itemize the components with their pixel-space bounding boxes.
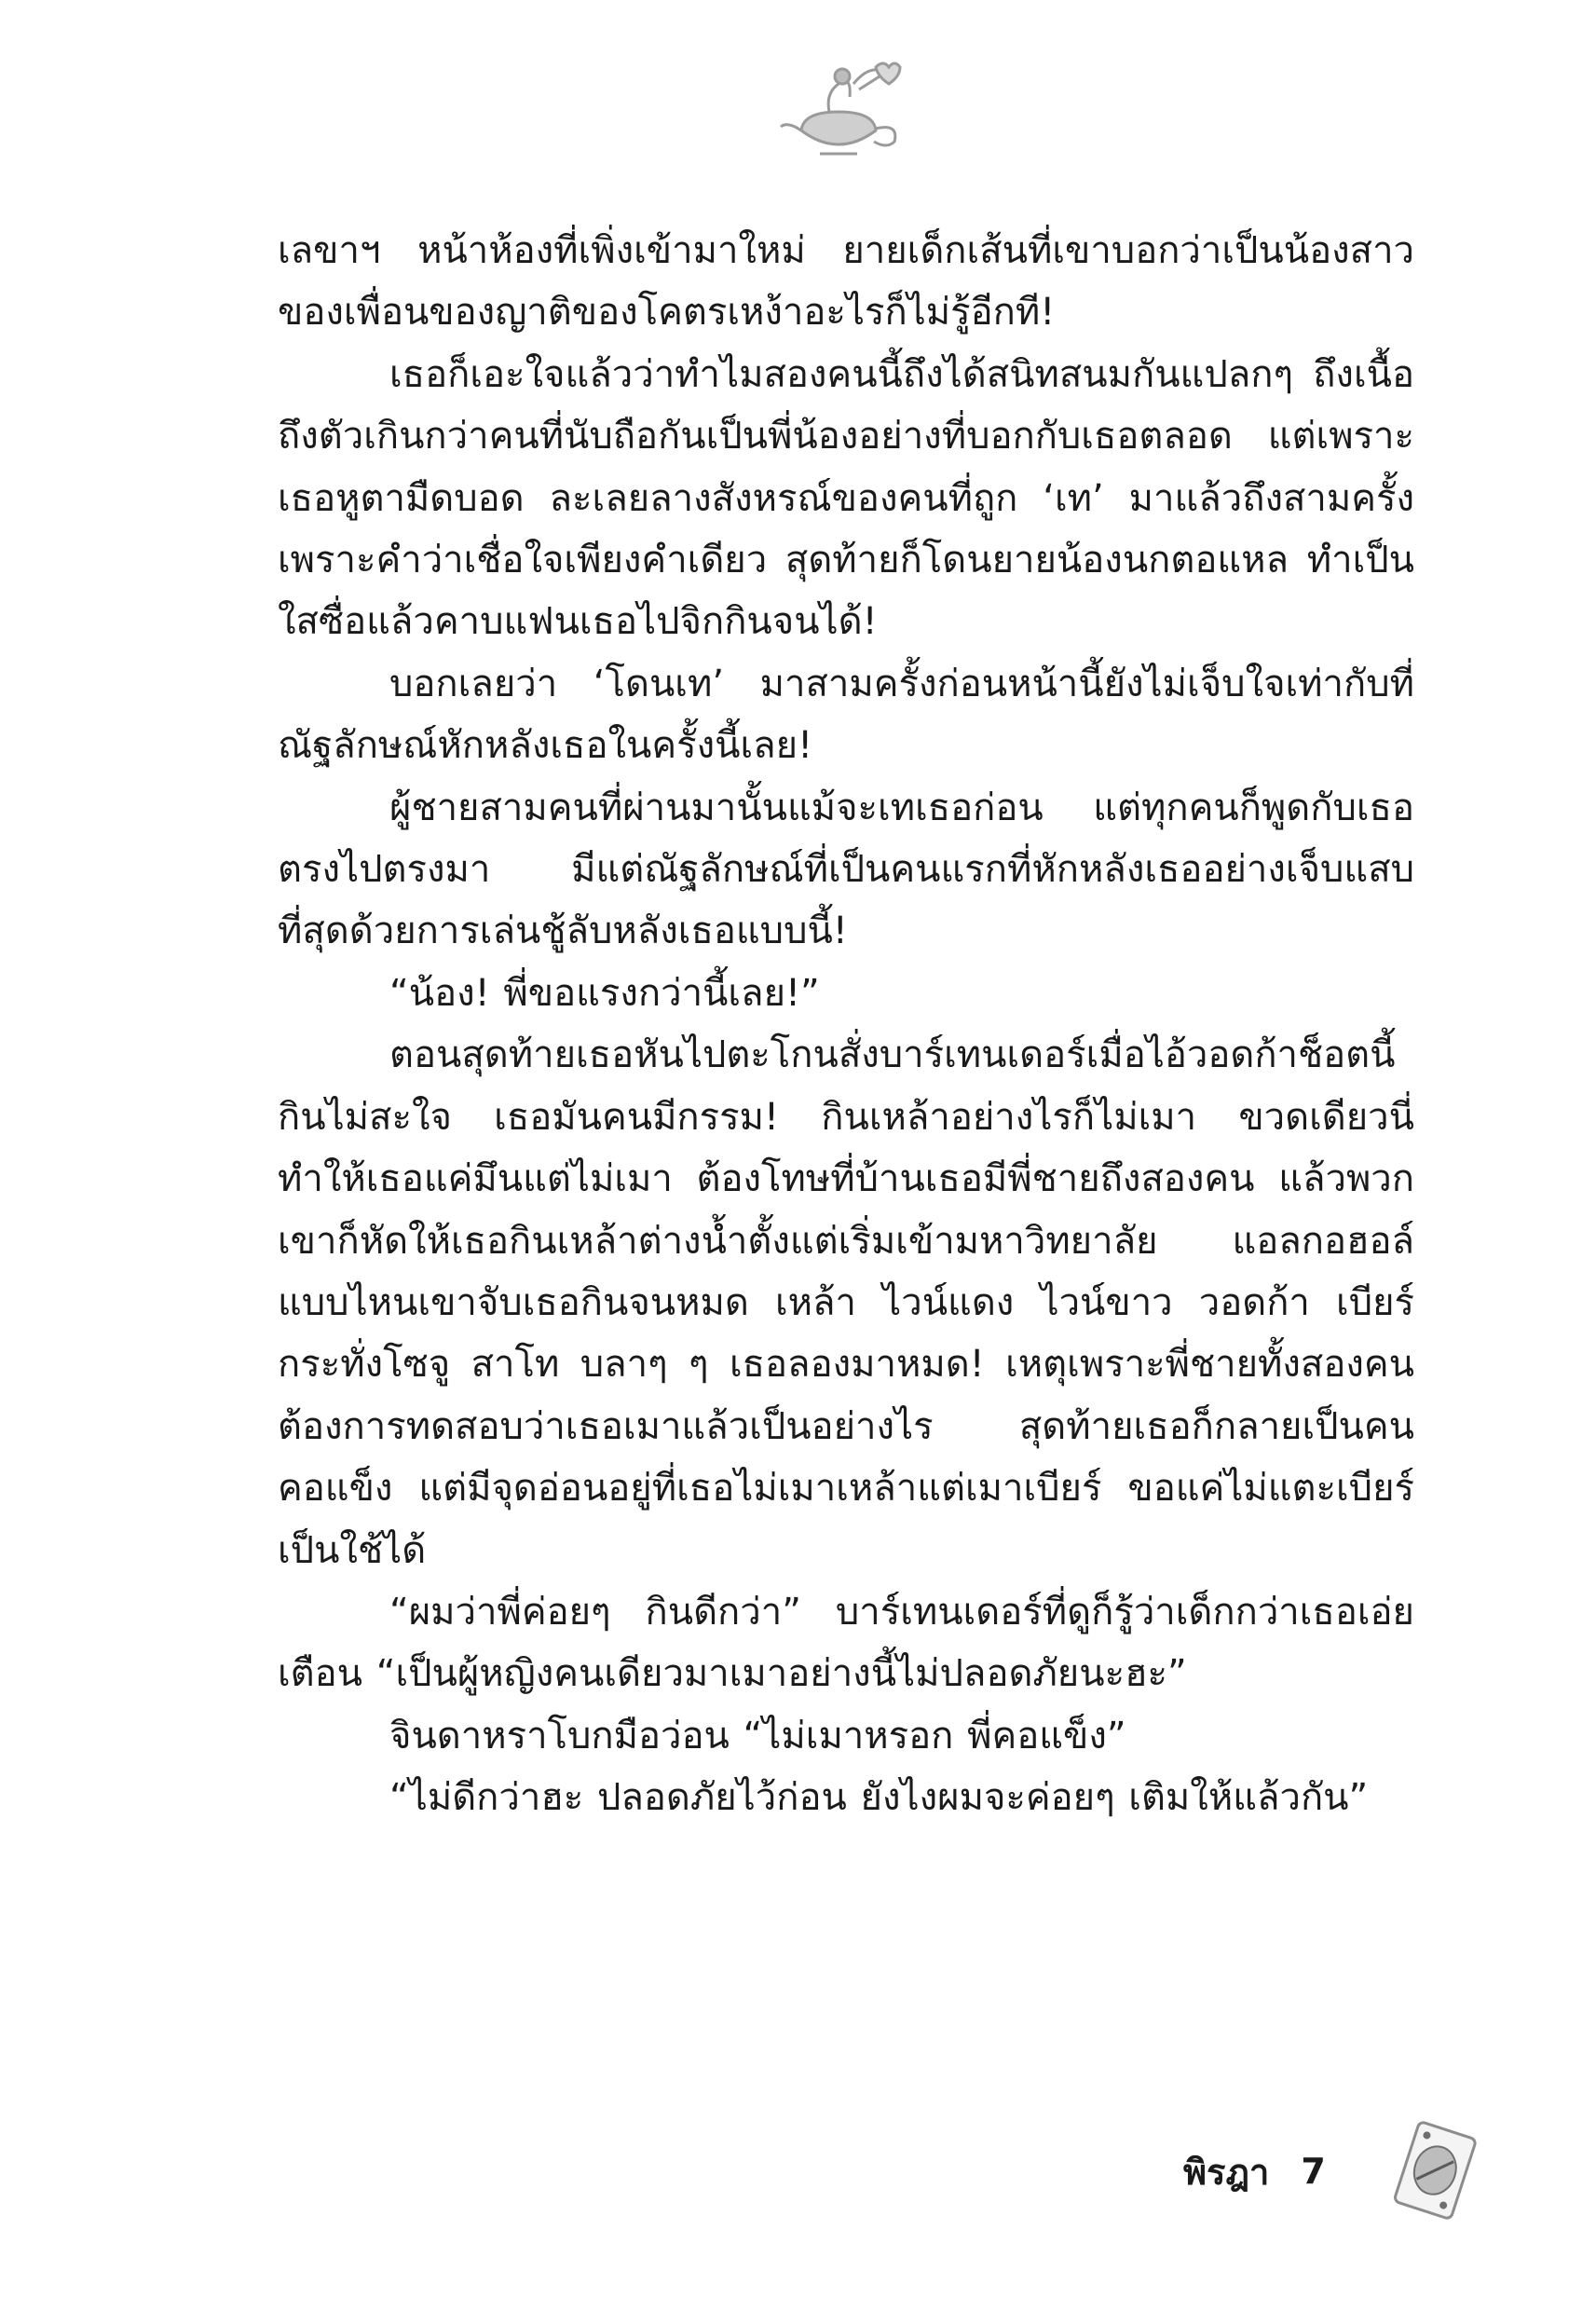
page-footer (1183, 2143, 1326, 2199)
paragraph: เธอก็เอะใจแล้วว่าทำไมสองคนนี้ถึงได้สนิทสนมกันแปลกๆ ถึงเนื้อถึงตัวเกินกว่าคนที่นับถือกันเป็นพี่น้องอย่างที่บอกกับเธอตลอด แต่เพราะเธอหูตามืดบอด ละเลยลางสังหรณ์ของคนที่ถูก ‘เท’ มาแล้วถึงสามครั้งเพราะคำว่าเชื่อใจเพียงคำเดียว สุดท้ายก็โดนยายน้องนกตอแหล ทำเป็นใสซื่อแล้วคาบแฟนเธอไปจิกกินจนได้! (278, 352, 1414, 644)
body-text (278, 220, 1414, 1829)
playing-card-icon (1379, 2115, 1491, 2227)
paragraph: “น้อง! พี่ขอแรงกว่านี้เลย!” (389, 971, 820, 1015)
paragraph: บอกเลยว่า ‘โดนเท’ มาสามครั้งก่อนหน้านี้ยังไม่เจ็บใจเท่ากับที่ณัฐลักษณ์หักหลังเธอในครั้งนี้เลย! (278, 662, 1414, 768)
page-number: 7 (1301, 2151, 1326, 2192)
paragraph: ตอนสุดท้ายเธอหันไปตะโกนสั่งบาร์เทนเดอร์เมื่อไอ้วอดก้าช็อตนี้กินไม่สะใจ เธอมันคนมีกรรม! กินเหล้าอย่างไรก็ไม่เมา ขวดเดียวนี่ทำให้เธอแค่มึนแต่ไม่เมา ต้องโทษที่บ้านเธอมีพี่ชายถึงสองคน แล้วพวกเขาก็หัดให้เธอกินเหล้าต่างน้ำตั้งแต่เริ่มเข้ามหาวิทยาลัย แอลกอฮอล์แบบไหนเขาจับเธอกินจนหมด เหล้า ไวน์แดง ไวน์ขาว วอดก้า เบียร์ กระทั่งโซจู สาโท บลาๆ ๆ เธอลองมาหมด! เหตุเพราะพี่ชายทั้งสองคนต้องการทดสอบว่าเธอเมาแล้วเป็นอย่างไร สุดท้ายเธอก็กลายเป็นคนคอแข็ง แต่มีจุดอ่อนอยู่ที่เธอไม่เมาเหล้าแต่เมาเบียร์ ขอแค่ไม่แตะเบียร์เป็นใช้ได้ (278, 1033, 1414, 1572)
cupid-teapot-ornament-icon (764, 56, 913, 168)
author-name: พิรฎา (1183, 2151, 1270, 2193)
paragraph: จินดาหราโบกมือว่อน “ไม่เมาหรอก พี่คอแข็ง” (389, 1714, 1126, 1757)
paragraph: ผู้ชายสามคนที่ผ่านมานั้นแม้จะเทเธอก่อน แต่ทุกคนก็พูดกับเธอตรงไปตรงมา มีแต่ณัฐลักษณ์ที่เป็นคนแรกที่หักหลังเธออย่างเจ็บแสบที่สุดด้วยการเล่นชู้ลับหลังเธอแบบนี้! (278, 786, 1414, 953)
paragraph: “ไม่ดีกว่าฮะ ปลอดภัยไว้ก่อน ยังไงผมจะค่อยๆ เติมให้แล้วกัน” (389, 1776, 1369, 1820)
paragraph: เลขาฯ หน้าห้องที่เพิ่งเข้ามาใหม่ ยายเด็กเส้นที่เขาบอกว่าเป็นน้องสาวของเพื่อนของญาติของโคตรเหง้าอะไรก็ไม่รู้อีกที! (278, 229, 1414, 335)
paragraph: “ผมว่าพี่ค่อยๆ กินดีกว่า” บาร์เทนเดอร์ที่ดูก็รู้ว่าเด็กกว่าเธอเอ่ยเตือน “เป็นผู้หญิงคนเดียวมาเมาอย่างนี้ไม่ปลอดภัยนะฮะ” (278, 1590, 1414, 1696)
